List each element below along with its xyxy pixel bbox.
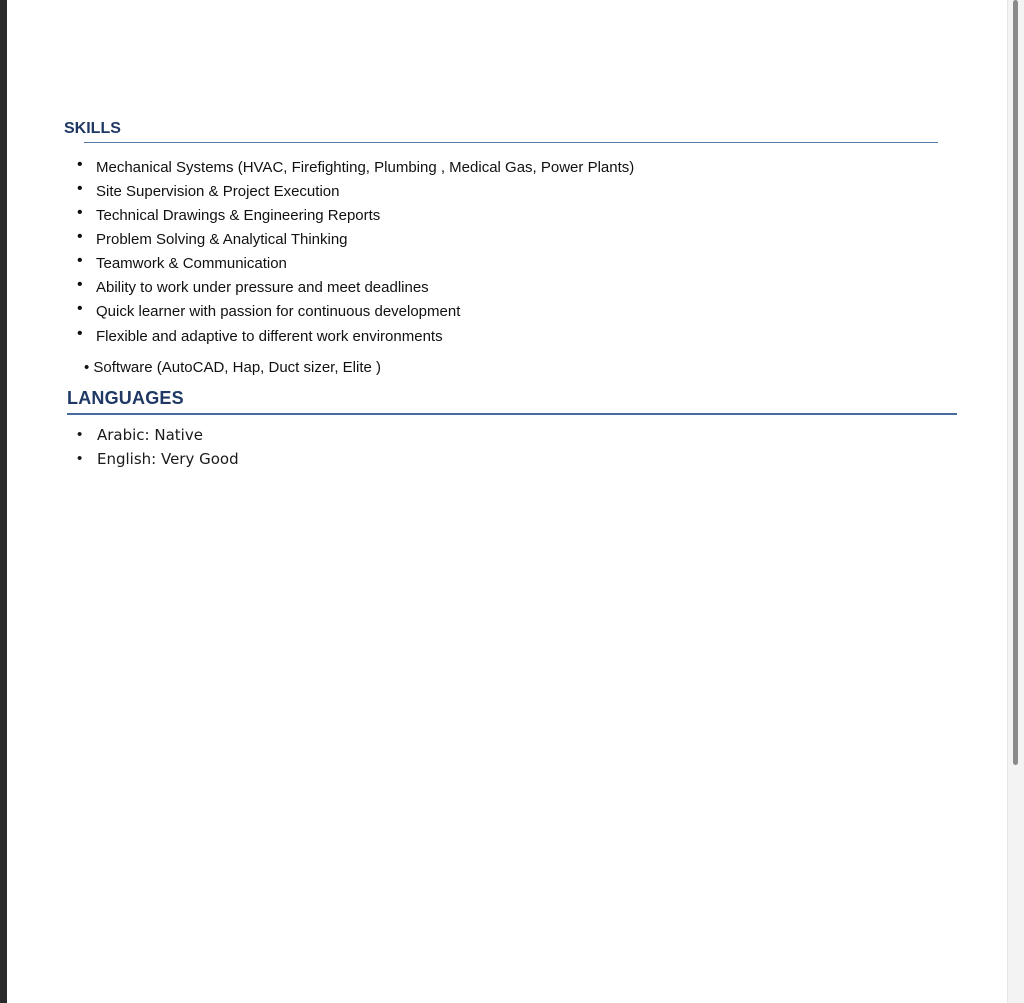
languages-divider xyxy=(67,413,957,415)
skills-heading: SKILLS xyxy=(64,120,121,137)
vertical-scrollbar[interactable] xyxy=(1007,0,1024,1003)
skill-item-text: Flexible and adaptive to different work environments xyxy=(96,328,443,345)
skill-item-text: Mechanical Systems (HVAC, Firefighting, Plumbing , Medical Gas, Power Plants) xyxy=(96,159,635,176)
skill-item-text: Ability to work under pressure and meet deadlines xyxy=(96,279,429,296)
bullet-icon: • xyxy=(77,252,83,269)
languages-heading: LANGUAGES xyxy=(67,388,184,408)
bullet-icon: • xyxy=(77,276,83,293)
language-item-text: English: Very Good xyxy=(97,450,239,468)
skill-item-text: Site Supervision & Project Execution xyxy=(96,183,340,200)
bullet-icon: • xyxy=(77,180,83,197)
bullet-icon: • xyxy=(77,204,83,221)
bullet-icon: • xyxy=(77,450,83,467)
bullet-icon: • xyxy=(77,426,83,443)
software-skill-item: • Software (AutoCAD, Hap, Duct sizer, Elite ) xyxy=(84,359,382,376)
skill-item-text: Quick learner with passion for continuous development xyxy=(96,303,461,320)
skills-divider xyxy=(84,142,938,143)
language-item-text: Arabic: Native xyxy=(97,426,203,444)
skill-item-text: Problem Solving & Analytical Thinking xyxy=(96,231,348,248)
document-page xyxy=(7,0,1007,1003)
skill-item-text: Technical Drawings & Engineering Reports xyxy=(96,207,381,224)
bullet-icon: • xyxy=(77,300,83,317)
bullet-icon: • xyxy=(77,325,83,342)
skill-item-text: Teamwork & Communication xyxy=(96,255,287,272)
bullet-icon: • xyxy=(77,156,83,173)
bullet-icon: • xyxy=(77,228,83,245)
scrollbar-thumb[interactable] xyxy=(1013,0,1018,765)
